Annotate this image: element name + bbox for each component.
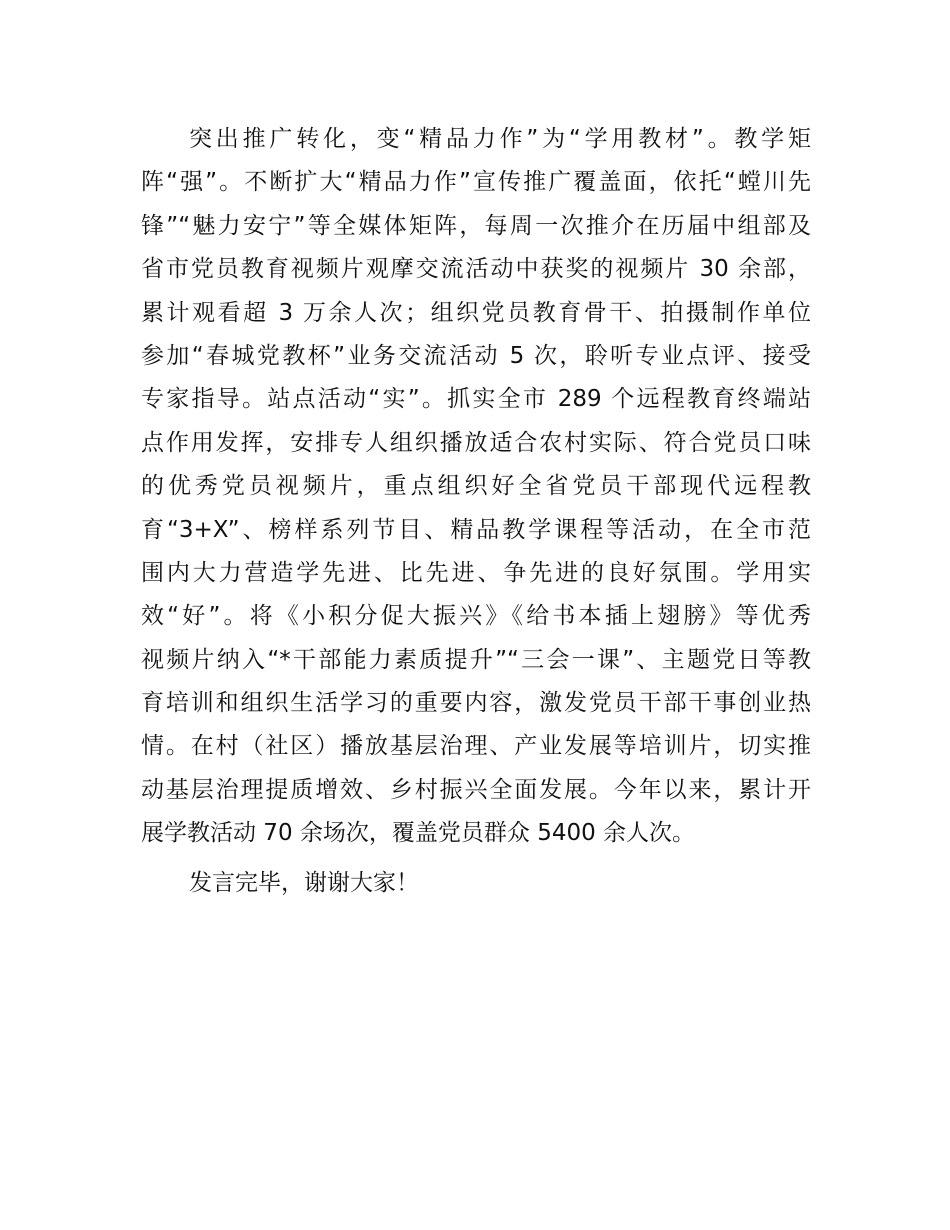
text-line: 的优秀党员视频片，重点组织好全省党员干部现代远程教: [141, 473, 811, 500]
text-line: 育“3+X”、榜样系列节目、精品教学课程等活动，在全市范: [141, 516, 811, 543]
paragraph-main: [141, 118, 811, 856]
text-line: 专家指导。站点活动“实”。抓实全市 289 个远程教育终端站: [141, 386, 811, 413]
text-line: 省市党员教育视频片观摩交流活动中获奖的视频片 30 余部，: [141, 256, 811, 283]
text-line: 效“好”。将《小积分促大振兴》《给书本插上翅膀》等优秀: [141, 603, 811, 630]
text-line: 动基层治理提质增效、乡村振兴全面发展。今年以来，累计开: [141, 776, 811, 803]
text-line: 阵“强”。不断扩大“精品力作”宣传推广覆盖面，依托“螳川先: [141, 169, 811, 196]
text-line: 点作用发挥，安排专人组织播放适合农村实际、符合党员口味: [141, 429, 811, 456]
closing-line: 发言完毕，谢谢大家！: [189, 869, 419, 896]
document-body: [141, 118, 811, 905]
text-line: 累计观看超 3 万余人次；组织党员教育骨干、拍摄制作单位: [141, 299, 811, 326]
text-line: 参加“春城党教杯”业务交流活动 5 次，聆听专业点评、接受: [141, 342, 811, 369]
text-line: 锋”“魅力安宁”等全媒体矩阵，每周一次推介在历届中组部及: [141, 212, 811, 239]
text-line: 育培训和组织生活学习的重要内容，激发党员干部干事创业热: [141, 690, 811, 717]
text-line: 突出推广转化，变“精品力作”为“学用教材”。教学矩: [189, 126, 811, 152]
paragraph-closing: [141, 862, 811, 905]
text-line: 展学教活动 70 余场次，覆盖党员群众 5400 余人次。: [141, 820, 696, 847]
text-line: 视频片纳入“*干部能力素质提升”“三会一课”、主题党日等教: [141, 646, 811, 673]
text-line: 情。在村（社区）播放基层治理、产业发展等培训片，切实推: [141, 733, 811, 760]
text-line: 围内大力营造学先进、比先进、争先进的良好氛围。学用实: [141, 559, 811, 586]
